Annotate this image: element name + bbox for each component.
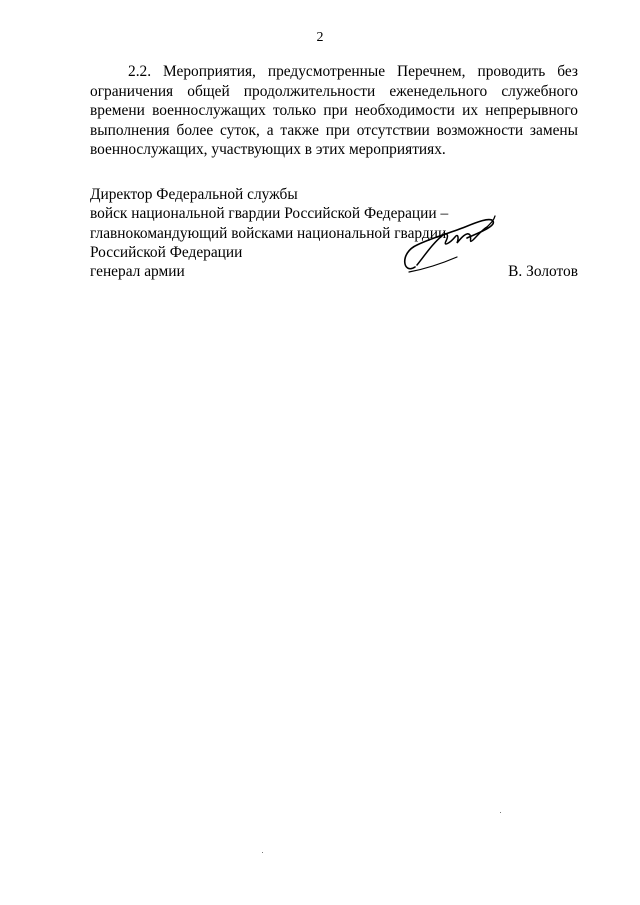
signatory-position-line-3: главнокомандующий войсками национальной гвардии [90, 224, 447, 242]
signatory-position-line-4: Российской Федерации [90, 243, 243, 261]
scan-speck [500, 812, 501, 813]
signatory-position-line-2: войск национальной гвардии Российской Федерации – [90, 205, 449, 223]
page-number: 2 [316, 30, 324, 45]
signatory-rank-row [90, 262, 580, 281]
signature-block [90, 185, 580, 281]
paragraph-2-2: 2.2. Мероприятия, предусмотренные Перечнем, проводить без ограничения общей продолжительности еженедельного служебного времени военнослужащих только при необходимости их непрерывного выполнения более суток, а также при отсутствии возможности замены военнослужащих, участвующих в этих мероприятиях. [90, 63, 578, 158]
signatory-rank: генерал армии [90, 263, 185, 281]
scan-speck [262, 852, 263, 853]
signatory-position-line-1: Директор Федеральной службы [90, 186, 298, 203]
handwritten-signature [395, 205, 505, 280]
signatory-name: В. Золотов [508, 263, 578, 281]
